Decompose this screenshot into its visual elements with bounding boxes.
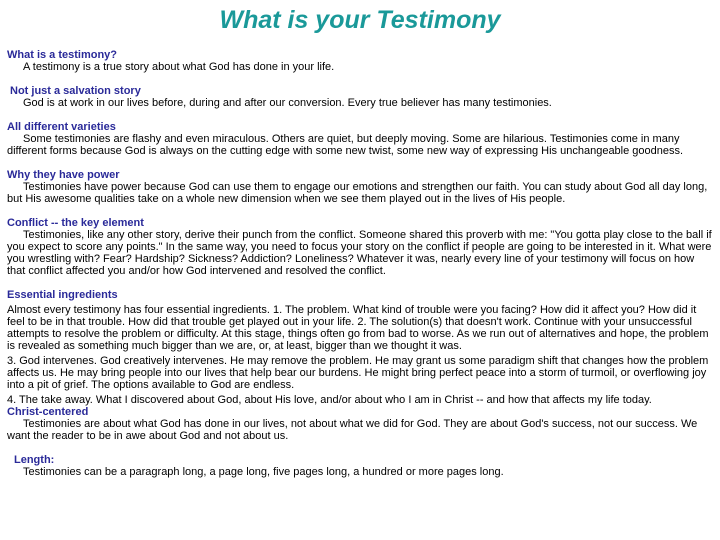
section-heading: Conflict -- the key element: [7, 217, 144, 229]
section-heading: Not just a salvation story: [10, 85, 141, 97]
section-what-is: [7, 49, 713, 73]
testimony-content: [7, 49, 713, 478]
section-varieties: [7, 121, 713, 157]
section-heading: All different varieties: [7, 121, 116, 133]
section-heading: Christ-centered: [7, 406, 89, 418]
ingredient-item: 3. God intervenes. God creatively intervenes. He may remove the problem. He may grant us some paradigm shift that changes how the problem affects us. He may bring people into our lives that help bear our burdens. He might bring perfect peace into a storm of turmoil, or overflowing joy into a pit of grief. The options available to God are endless.: [7, 355, 709, 391]
section-text: Testimonies have power because God can use them to engage our emotions and strengthen our faith. You can study about God all day long, but His awesome qualities take on a whole new dimension when we see them played out in the lives of His people.: [7, 181, 708, 205]
ingredient-item: Almost every testimony has four essential ingredients. 1. The problem. What kind of trouble were you facing? How did it affect you? How did it feel to be in that trouble. How did that trouble get played out in your life. 2. The solution(s) that doesn't work. Continue with your unsuccessful attempts to resolve the problem or difficulty. At this stage, things often go from bad to worse. As we run out of alternatives and hope, the problem is revealed as something much bigger than we are, or, at least, bigger than we thought it was.: [7, 304, 709, 352]
section-text: Testimonies, like any other story, derive their punch from the conflict. Someone shared this proverb with me: "You gotta play close to the ball if you expect to score any points." In the same way, you need to focus your story on the conflict if people are going to be interested in it. What were you wrestling with? Fear? Hardship? Sickness? Addiction? Loneliness? Whatever it was, nearly every line of your testimony will focus on how that conflict affected you and/or how God intervened and resolved the conflict.: [7, 229, 712, 277]
section-heading: Essential ingredients: [7, 289, 118, 301]
page-title: What is your Testimony: [219, 6, 501, 34]
section-christ-centered: [7, 406, 713, 442]
section-length: [7, 454, 713, 478]
section-ingredients: [7, 289, 713, 406]
section-text: Some testimonies are flashy and even miraculous. Others are quiet, but deeply moving. Some are hilarious. Testimonies come in many different forms because God is always on the cutting edge with some new twist, some new way of expressing His unchangeable goodness.: [7, 133, 684, 157]
section-heading: What is a testimony?: [7, 49, 118, 61]
ingredient-item: 4. The take away. What I discovered about God, about His love, and/or about who I am in Christ -- and how that affects my life today.: [7, 394, 652, 406]
section-power: [7, 169, 713, 205]
section-text: Testimonies are about what God has done in our lives, not about what we did for God. They are about God's success, not our success. We want the reader to be in awe about God and not about us.: [7, 418, 698, 442]
section-text: Testimonies can be a paragraph long, a page long, five pages long, a hundred or more pages long.: [23, 466, 504, 478]
section-conflict: [7, 217, 713, 277]
section-text: A testimony is a true story about what God has done in your life.: [23, 61, 335, 73]
section-text: God is at work in our lives before, during and after our conversion. Every true believer has many testimonies.: [23, 97, 552, 109]
section-not-just-salvation: [7, 85, 713, 109]
section-heading: Length:: [14, 454, 55, 466]
section-heading: Why they have power: [7, 169, 120, 181]
